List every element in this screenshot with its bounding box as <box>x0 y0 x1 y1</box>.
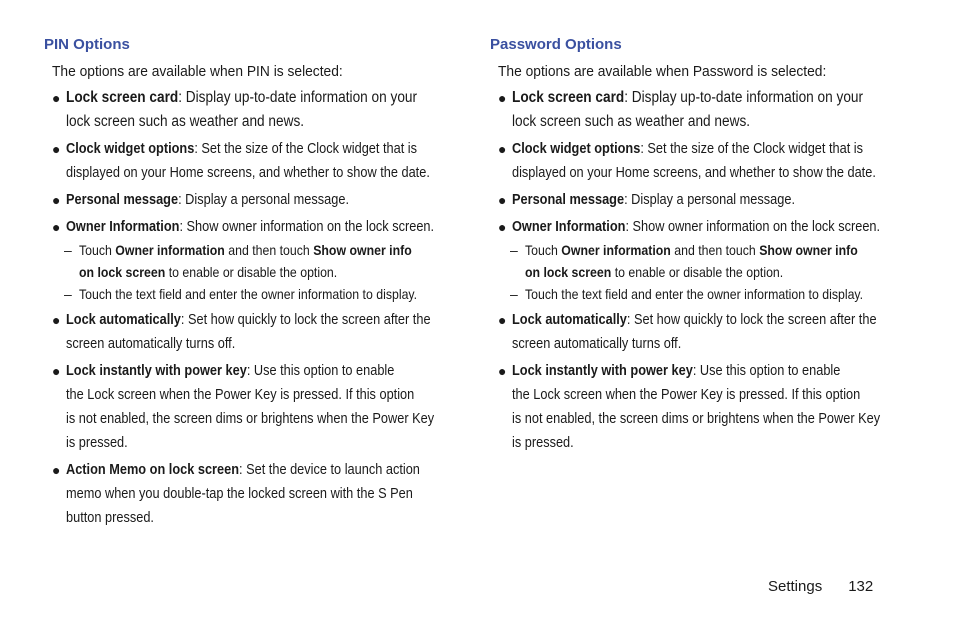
list-item: ● Owner Information: Show owner information on the lock screen. <box>66 215 454 239</box>
page-footer <box>768 578 873 595</box>
pin-options-heading: PIN Options <box>44 36 130 53</box>
dash-icon: – <box>510 286 518 302</box>
bullet-icon: ● <box>52 312 61 328</box>
bullet-icon: ● <box>498 363 507 379</box>
bullet-icon: ● <box>52 90 61 106</box>
list-item: ● Lock instantly with power key: Use this option to enable the Lock screen when the Power Key is pressed. If this option is not enabled, the screen dims or brightens when the Power Key is pressed. <box>512 359 900 455</box>
list-item: ● Action Memo on lock screen: Set the device to launch action memo when you double-tap the locked screen with the S Pen button pressed. <box>66 458 454 530</box>
list-item: ● Personal message: Display a personal message. <box>66 188 454 212</box>
bullet-icon: ● <box>52 363 61 379</box>
list-item: ● Lock screen card: Display up-to-date information on your lock screen such as weather and news. <box>512 86 900 134</box>
bullet-icon: ● <box>52 462 61 478</box>
bullet-icon: ● <box>498 312 507 328</box>
bullet-icon: ● <box>52 219 61 235</box>
pin-options-section <box>44 36 454 533</box>
list-item: ● Personal message: Display a personal message. <box>512 188 900 212</box>
dash-icon: – <box>64 242 72 258</box>
bullet-icon: ● <box>498 141 507 157</box>
bullet-icon: ● <box>52 192 61 208</box>
dash-icon: – <box>510 242 518 258</box>
list-item: ● Lock automatically: Set how quickly to lock the screen after the screen automatically turns off. <box>512 308 900 356</box>
pin-options-intro: The options are available when PIN is selected: <box>52 63 343 80</box>
password-options-heading: Password Options <box>490 36 622 53</box>
list-item: ● Owner Information: Show owner information on the lock screen. <box>512 215 900 239</box>
password-options-section <box>490 36 900 458</box>
list-item: ● Lock automatically: Set how quickly to lock the screen after the screen automatically turns off. <box>66 308 454 356</box>
list-item: ● Lock screen card: Display up-to-date information on your lock screen such as weather and news. <box>66 86 454 134</box>
list-item: ● Lock instantly with power key: Use this option to enable the Lock screen when the Power Key is pressed. If this option is not enabled, the screen dims or brightens when the Power Key is pressed. <box>66 359 454 455</box>
sub-item: – Touch the text field and enter the owner information to display. <box>525 283 900 305</box>
sub-item: – Touch Owner information and then touch Show owner info on lock screen to enable or disable the option. <box>525 239 900 283</box>
sub-item: – Touch Owner information and then touch Show owner info on lock screen to enable or disable the option. <box>79 239 454 283</box>
dash-icon: – <box>64 286 72 302</box>
list-item: ● Clock widget options: Set the size of the Clock widget that is displayed on your Home screens, and whether to show the date. <box>66 137 454 185</box>
bullet-icon: ● <box>52 141 61 157</box>
bullet-icon: ● <box>498 90 507 106</box>
bullet-icon: ● <box>498 192 507 208</box>
footer-section: Settings <box>768 578 823 595</box>
sub-item: – Touch the text field and enter the owner information to display. <box>79 283 454 305</box>
password-options-intro: The options are available when Password is selected: <box>498 63 827 80</box>
bullet-icon: ● <box>498 219 507 235</box>
page-number: 132 <box>848 578 874 595</box>
list-item: ● Clock widget options: Set the size of the Clock widget that is displayed on your Home screens, and whether to show the date. <box>512 137 900 185</box>
